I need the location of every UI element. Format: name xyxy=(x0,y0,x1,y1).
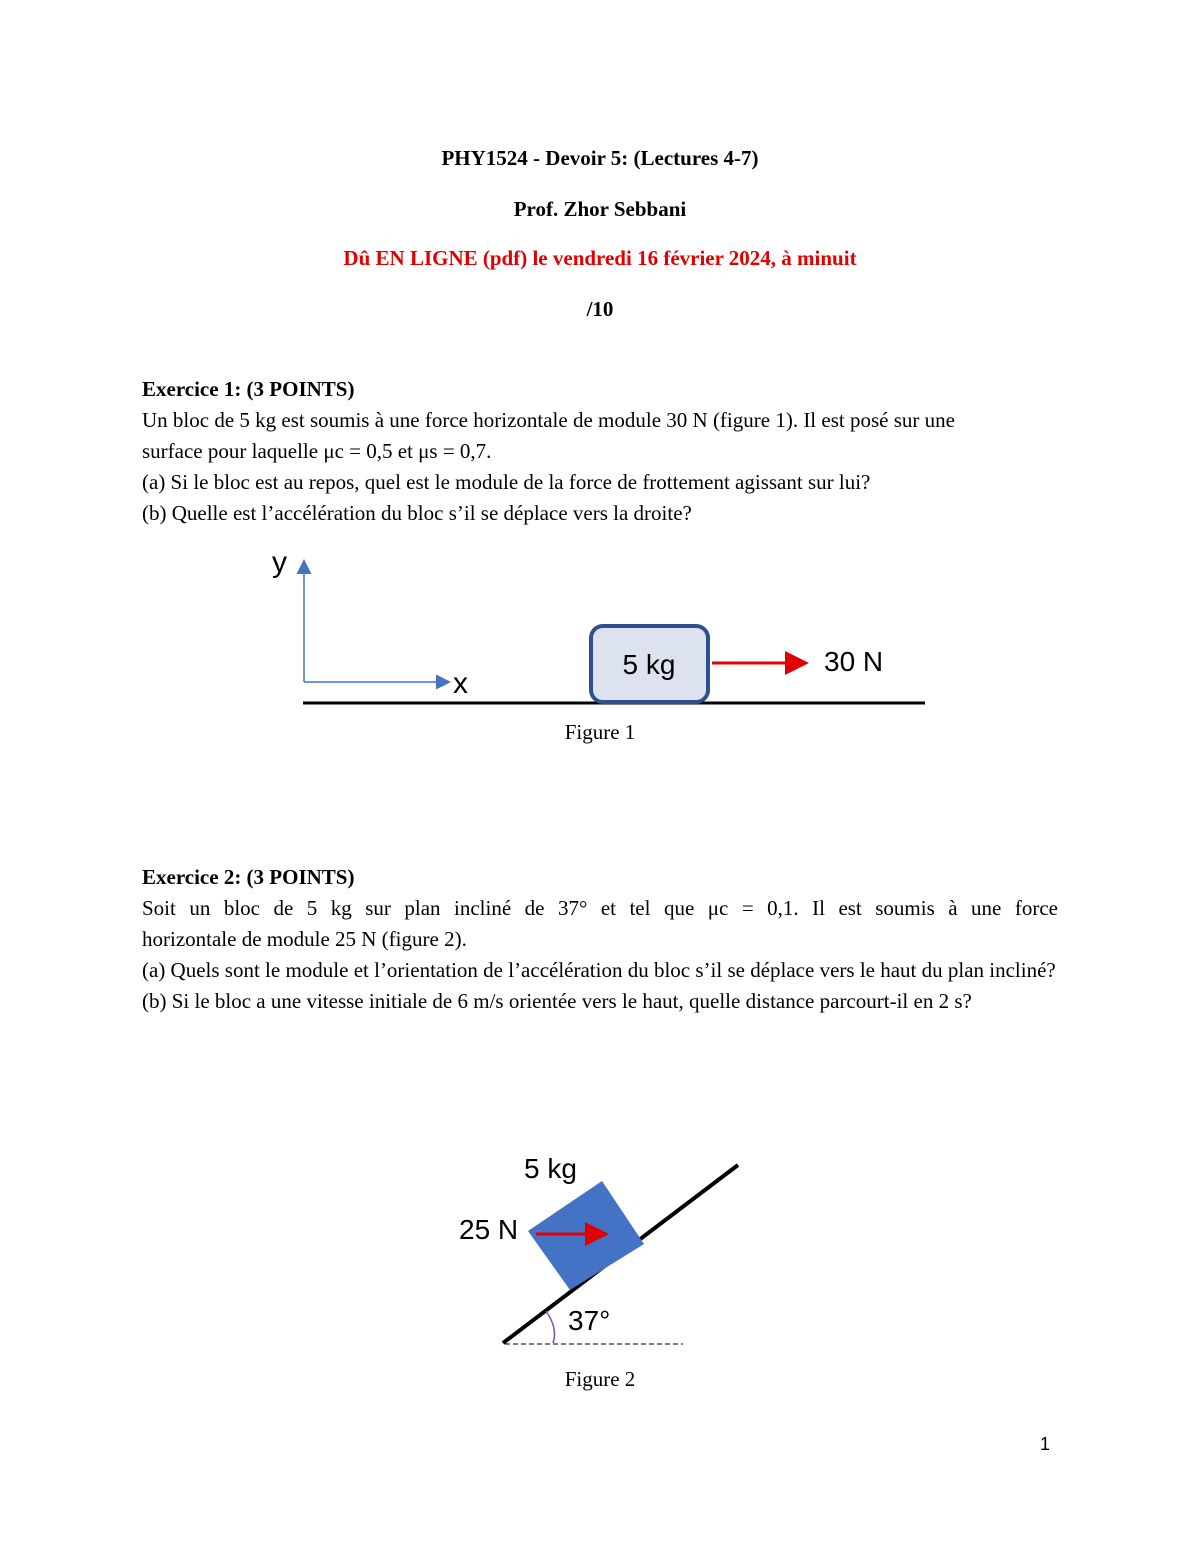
score-total: /10 xyxy=(586,297,614,321)
exercise-2-title: Exercice 2: (3 POINTS) xyxy=(142,865,355,889)
x-axis-label: x xyxy=(453,667,468,700)
figure-2-diagram xyxy=(0,1140,1200,1360)
angle-label: 37° xyxy=(568,1305,611,1336)
exercise-1-title: Exercice 1: (3 POINTS) xyxy=(142,377,355,401)
exercise-2-line-1: Soit un bloc de 5 kg sur plan incliné de 37° et tel que μc = 0,1. Il est soumis à une force xyxy=(142,896,1058,920)
incline-force-label: 25 N xyxy=(459,1214,519,1245)
figure-2-caption: Figure 2 xyxy=(564,1367,636,1391)
y-axis-label: y xyxy=(272,546,287,579)
due-date: Dû EN LIGNE (pdf) le vendredi 16 février 2024, à minuit xyxy=(343,246,857,270)
professor-name: Prof. Zhor Sebbani xyxy=(513,197,687,221)
figure-1-diagram xyxy=(0,540,1200,720)
exercise-1 xyxy=(142,374,1058,529)
exercise-2 xyxy=(142,862,1058,1017)
exercise-1-line-1: Un bloc de 5 kg est soumis à une force horizontale de module 30 N (figure 1). Il est posé sur une xyxy=(142,408,955,432)
exercise-1-line-2: surface pour laquelle μc = 0,5 et μs = 0,7. xyxy=(142,439,492,463)
exercise-1-part-b: (b) Quelle est l’accélération du bloc s’il se déplace vers la droite? xyxy=(142,501,692,525)
exercise-1-part-a: (a) Si le bloc est au repos, quel est le module de la force de frottement agissant sur lui? xyxy=(142,470,871,494)
page-number: 1 xyxy=(1040,1434,1051,1454)
exercise-2-part-a: (a) Quels sont le module et l’orientation de l’accélération du bloc s’il se déplace vers le haut du plan incliné? xyxy=(142,958,1056,982)
figure-1-caption: Figure 1 xyxy=(564,720,636,744)
angle-arc xyxy=(546,1311,554,1343)
document-title: PHY1524 - Devoir 5: (Lectures 4-7) xyxy=(441,146,759,170)
exercise-2-part-b: (b) Si le bloc a une vitesse initiale de 6 m/s orientée vers le haut, quelle distance parcourt-il en 2 s? xyxy=(142,989,972,1013)
exercise-2-line-2: horizontale de module 25 N (figure 2). xyxy=(142,927,467,951)
force-label: 30 N xyxy=(824,646,884,677)
incline-block-label: 5 kg xyxy=(524,1153,577,1184)
block-label: 5 kg xyxy=(622,649,676,680)
